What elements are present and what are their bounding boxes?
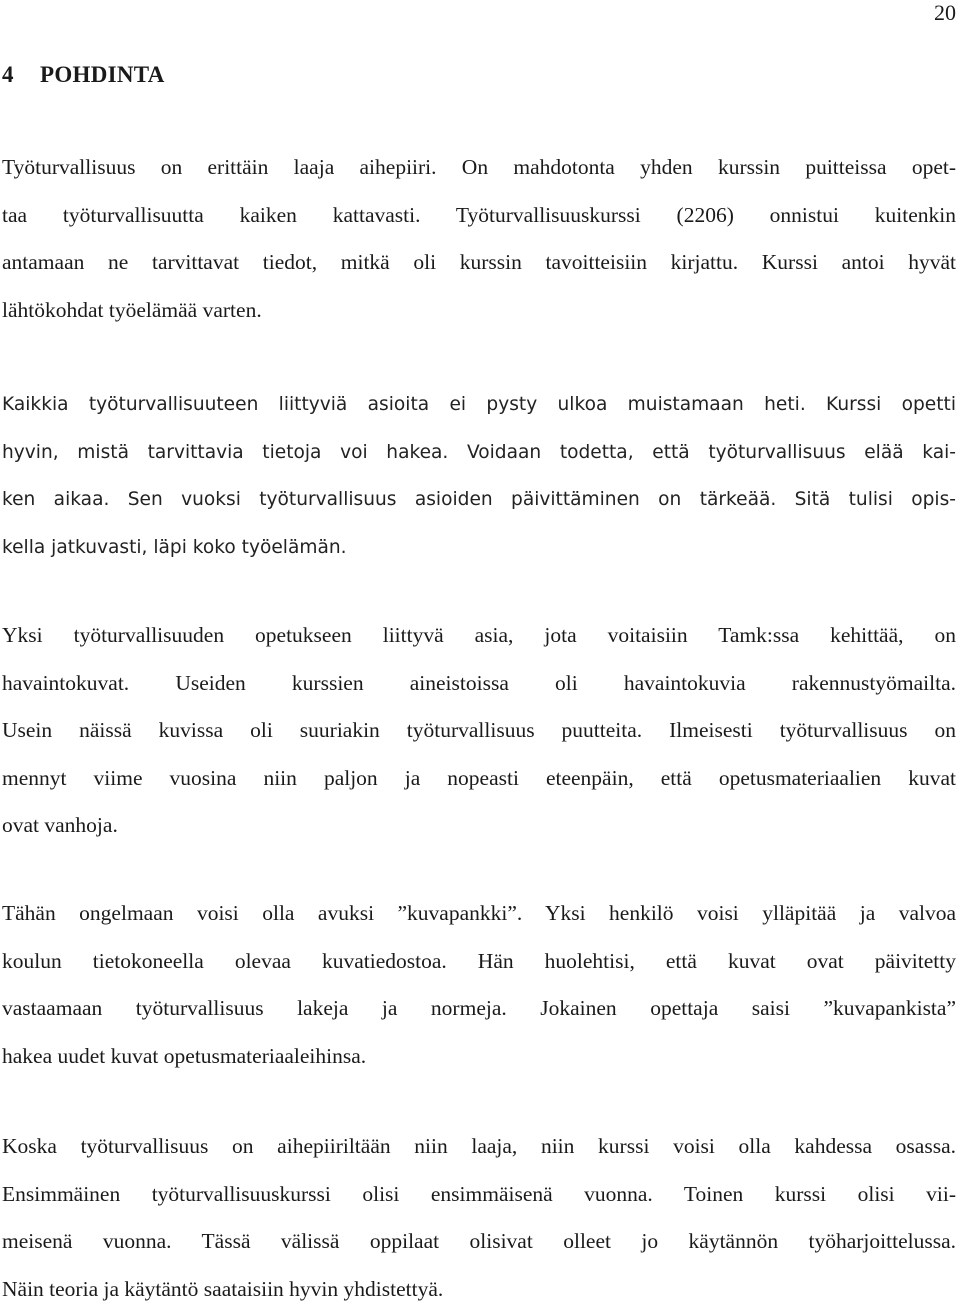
section-number: 4 <box>2 60 40 90</box>
paragraph-line: Näin teoria ja käytäntö saataisiin hyvin yhdistettyä. <box>2 1266 956 1313</box>
paragraph-line: ken aikaa. Sen vuoksi työturvallisuus asioiden päivittäminen on tärkeää. Sitä tulisi opis- <box>2 476 956 524</box>
paragraph-line: hyvin, mistä tarvittavia tietoja voi hakea. Voidaan todetta, että työturvallisuus elää kai- <box>2 429 956 477</box>
paragraph-line: antamaan ne tarvittavat tiedot, mitkä oli kurssin tavoitteisiin kirjattu. Kurssi antoi hyvät <box>2 239 956 287</box>
paragraph-5 <box>2 1123 956 1313</box>
paragraph-line: taa työturvallisuutta kaiken kattavasti. Työturvallisuuskurssi (2206) onnistui kuitenkin <box>2 192 956 240</box>
paragraph-line: Ensimmäinen työturvallisuuskurssi olisi ensimmäisenä vuonna. Toinen kurssi olisi vii- <box>2 1171 956 1219</box>
paragraph-line: mennyt viime vuosina niin paljon ja nopeasti eteenpäin, että opetusmateriaalien kuvat <box>2 755 956 803</box>
paragraph-line: koulun tietokoneella olevaa kuvatiedostoa. Hän huolehtisi, että kuvat ovat päivitetty <box>2 938 956 986</box>
paragraph-line: lähtökohdat työelämää varten. <box>2 287 956 335</box>
paragraph-3 <box>2 612 956 850</box>
paragraph-4 <box>2 890 956 1080</box>
paragraph-line: Työturvallisuus on erittäin laaja aihepiiri. On mahdotonta yhden kurssin puitteissa opet- <box>2 144 956 192</box>
section-title: POHDINTA <box>40 62 165 87</box>
page-number: 20 <box>934 0 956 26</box>
paragraph-line: meisenä vuonna. Tässä välissä oppilaat olisivat olleet jo käytännön työharjoittelussa. <box>2 1218 956 1266</box>
paragraph-line: Usein näissä kuvissa oli suuriakin työturvallisuus puutteita. Ilmeisesti työturvallisuus on <box>2 707 956 755</box>
paragraph-line: Yksi työturvallisuuden opetukseen liittyvä asia, jota voitaisiin Tamk:ssa kehittää, on <box>2 612 956 660</box>
paragraph-line: kella jatkuvasti, läpi koko työelämän. <box>2 524 956 572</box>
paragraph-line: ovat vanhoja. <box>2 802 956 850</box>
paragraph-1 <box>2 144 956 334</box>
paragraph-line: hakea uudet kuvat opetusmateriaaleihinsa. <box>2 1033 956 1081</box>
section-heading <box>2 60 165 90</box>
paragraph-line: Koska työturvallisuus on aihepiiriltään niin laaja, niin kurssi voisi olla kahdessa osassa. <box>2 1123 956 1171</box>
paragraph-line: havaintokuvat. Useiden kurssien aineistoissa oli havaintokuvia rakennustyömailta. <box>2 660 956 708</box>
paragraph-line: Kaikkia työturvallisuuteen liittyviä asioita ei pysty ulkoa muistamaan heti. Kurssi opetti <box>2 381 956 429</box>
paragraph-line: vastaamaan työturvallisuus lakeja ja normeja. Jokainen opettaja saisi ”kuvapankista” <box>2 985 956 1033</box>
paragraph-2 <box>2 381 956 571</box>
paragraph-line: Tähän ongelmaan voisi olla avuksi ”kuvapankki”. Yksi henkilö voisi ylläpitää ja valvoa <box>2 890 956 938</box>
